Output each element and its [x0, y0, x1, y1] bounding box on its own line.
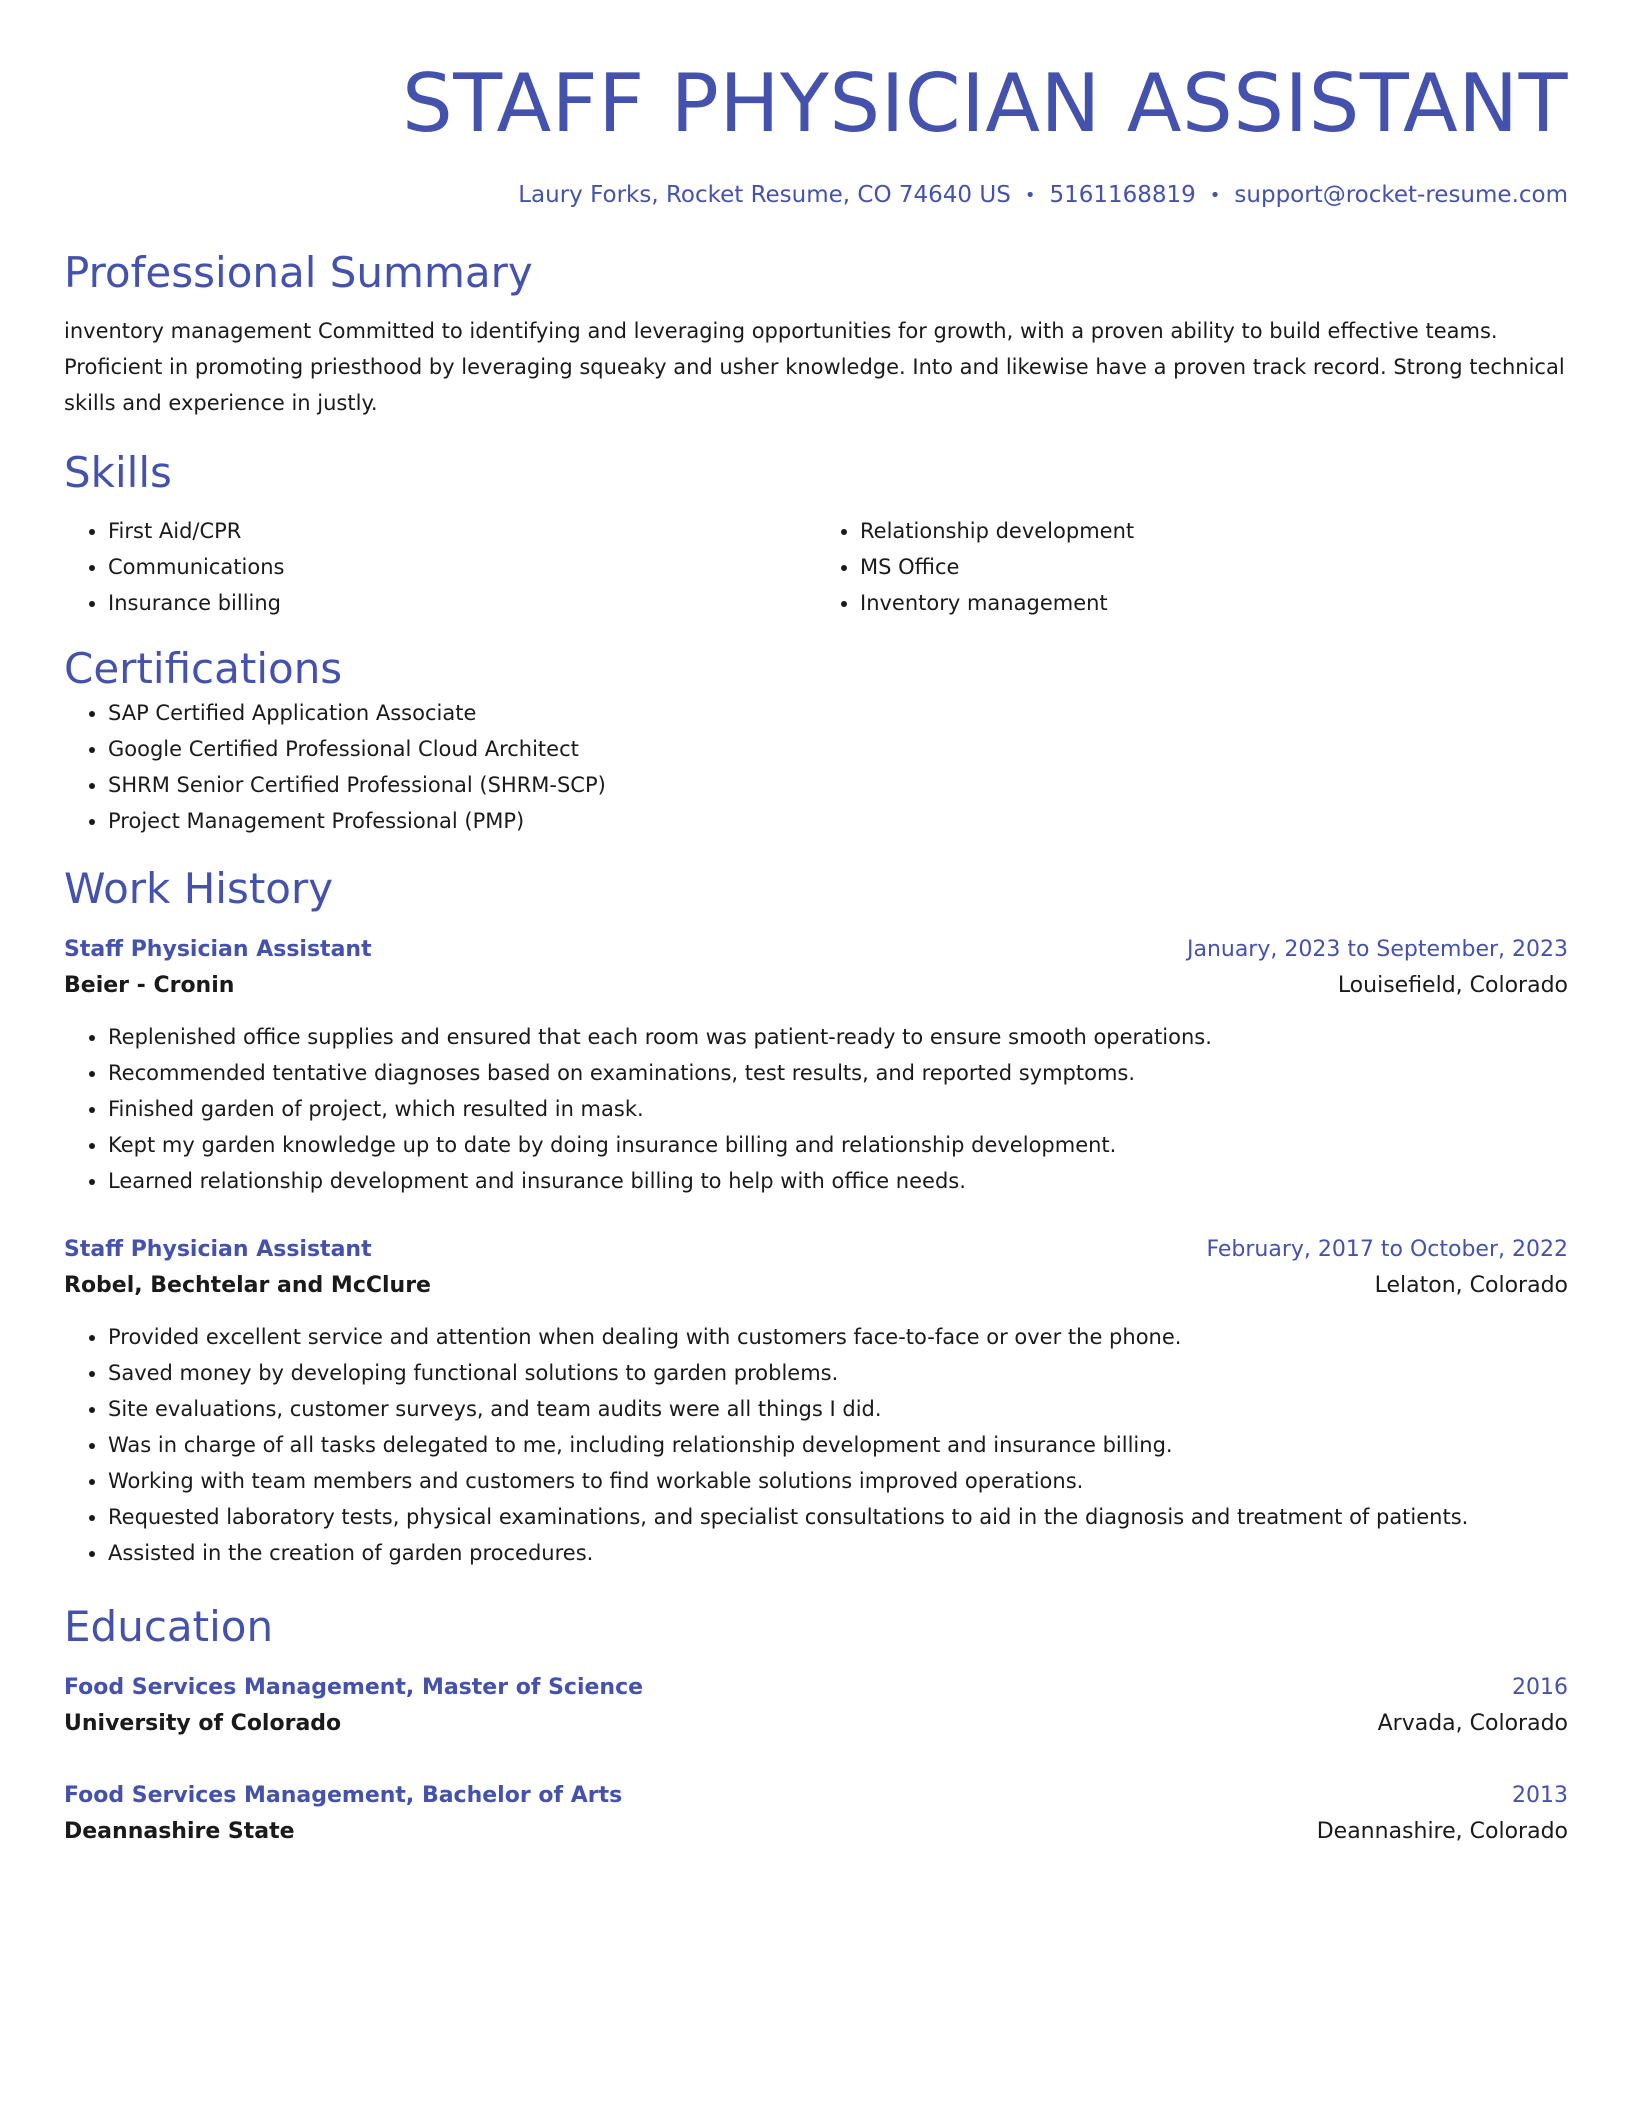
education-entry-header — [64, 1671, 1568, 1705]
resume-header — [64, 56, 1568, 211]
work-entry-subheader — [64, 967, 1568, 1005]
contact-line — [64, 180, 1568, 211]
contact-phone: 5161168819 — [1049, 182, 1196, 208]
contact-separator: • — [1209, 184, 1221, 206]
job-company: Beier - Cronin — [64, 972, 235, 998]
job-duty: • Kept my garden knowledge up to date by doing insurance billing and relationship development. — [108, 1127, 1568, 1163]
skills-list-right — [816, 513, 1568, 621]
work-history-heading: Work History — [64, 863, 334, 913]
education-location: Arvada, Colorado — [1377, 1710, 1568, 1736]
job-company: Robel, Bechtelar and McClure — [64, 1272, 431, 1298]
education-entry-subheader — [64, 1705, 1568, 1743]
certifications-list — [64, 695, 1568, 839]
certification-item: • SAP Certified Application Associate — [108, 695, 1568, 731]
work-entry-header — [64, 933, 1568, 967]
job-role: Staff Physician Assistant — [64, 1236, 372, 1262]
certifications-heading: Certifications — [64, 643, 343, 693]
skills-heading: Skills — [64, 447, 172, 497]
education-school: University of Colorado — [64, 1710, 342, 1736]
job-duty: • Site evaluations, customer surveys, and team audits were all things I did. — [108, 1391, 1568, 1427]
education-year: 2016 — [1512, 1674, 1568, 1700]
education-entry-header — [64, 1779, 1568, 1813]
certification-item: • Project Management Professional (PMP) — [108, 803, 1568, 839]
job-duty: • Finished garden of project, which resulted in mask. — [108, 1091, 1568, 1127]
education-heading: Education — [64, 1601, 274, 1651]
skill-item: • First Aid/CPR — [108, 513, 816, 549]
job-duty: • Working with team members and customers to find workable solutions improved operations. — [108, 1463, 1568, 1499]
skill-item: • Inventory management — [860, 585, 1568, 621]
job-duty: • Saved money by developing functional solutions to garden problems. — [108, 1355, 1568, 1391]
contact-separator: • — [1024, 184, 1036, 206]
work-entry-header — [64, 1233, 1568, 1267]
skills-grid — [64, 513, 1568, 621]
skills-list-left — [64, 513, 816, 621]
work-entry — [64, 1233, 1568, 1571]
education-entry-subheader — [64, 1813, 1568, 1851]
work-entry-subheader — [64, 1267, 1568, 1305]
summary-text: inventory management Committed to identifying and leveraging opportunities for growth, with a proven ability to build effective teams. Proficient in promoting priesthood by leveraging squeaky and usher knowledge. Into and likewise have a proven track record. Strong technical skills and experience in justly. — [64, 318, 1565, 415]
summary-heading: Professional Summary — [64, 247, 533, 297]
job-dates: February, 2017 to October, 2022 — [1206, 1236, 1568, 1262]
job-duties-list — [64, 1319, 1568, 1571]
job-duty: • Was in charge of all tasks delegated to me, including relationship development and insurance billing. — [108, 1427, 1568, 1463]
job-duty: • Recommended tentative diagnoses based on examinations, test results, and reported symptoms. — [108, 1055, 1568, 1091]
education-degree: Food Services Management, Bachelor of Arts — [64, 1782, 623, 1808]
job-location: Lelaton, Colorado — [1374, 1272, 1568, 1298]
certification-item: • Google Certified Professional Cloud Architect — [108, 731, 1568, 767]
skill-item: • Insurance billing — [108, 585, 816, 621]
resume-title: STAFF PHYSICIAN ASSISTANT — [402, 57, 1568, 150]
education-entry — [64, 1671, 1568, 1743]
contact-email: support@rocket-resume.com — [1234, 182, 1568, 208]
job-duty: • Provided excellent service and attention when dealing with customers face-to-face or over the phone. — [108, 1319, 1568, 1355]
contact-address: Laury Forks, Rocket Resume, CO 74640 US — [518, 182, 1011, 208]
job-role: Staff Physician Assistant — [64, 936, 372, 962]
job-duty: • Requested laboratory tests, physical examinations, and specialist consultations to aid in the diagnosis and treatment of patients. — [108, 1499, 1568, 1535]
skill-item: • MS Office — [860, 549, 1568, 585]
education-year: 2013 — [1512, 1782, 1568, 1808]
skill-item: • Relationship development — [860, 513, 1568, 549]
job-duty: • Learned relationship development and insurance billing to help with office needs. — [108, 1163, 1568, 1199]
work-entry — [64, 933, 1568, 1199]
job-duty: • Replenished office supplies and ensured that each room was patient-ready to ensure smooth operations. — [108, 1019, 1568, 1055]
job-duties-list — [64, 1019, 1568, 1199]
skill-item: • Communications — [108, 549, 816, 585]
education-degree: Food Services Management, Master of Science — [64, 1674, 644, 1700]
education-entry — [64, 1779, 1568, 1851]
education-school: Deannashire State — [64, 1818, 295, 1844]
certification-item: • SHRM Senior Certified Professional (SHRM-SCP) — [108, 767, 1568, 803]
job-duty: • Assisted in the creation of garden procedures. — [108, 1535, 1568, 1571]
job-dates: January, 2023 to September, 2023 — [1186, 936, 1568, 962]
job-location: Louisefield, Colorado — [1337, 972, 1568, 998]
education-location: Deannashire, Colorado — [1316, 1818, 1568, 1844]
